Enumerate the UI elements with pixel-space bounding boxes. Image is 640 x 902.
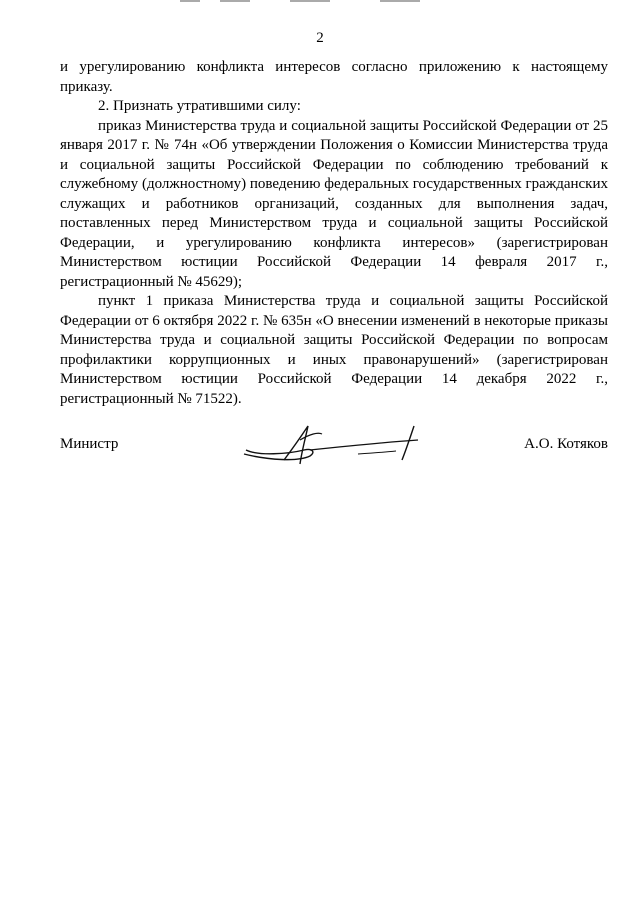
- document-body: [60, 58, 608, 409]
- scan-top-edge-marks: [180, 0, 460, 2]
- signer-title: Министр: [60, 436, 119, 452]
- paragraph-repealed-order-74n: приказ Министерства труда и социальной защиты Российской Федерации от 25 января 2017 г. № 74н «Об утверждении Положения о Комиссии Министерства труда и социальной защиты Российской Федерации по соблюдению требований к служебному (должностному) поведению федеральных государственных гражданских служащих и работников организаций, созданных для выполнения задач, поставленных перед Министерством труда и социальной защиты Российской Федерации, и урегулированию конфликта интересов» (зарегистрирован Министерством юстиции Российской Федерации 14 февраля 2017 г., регистрационный № 45629);: [60, 117, 608, 290]
- page-number: 2: [316, 30, 324, 46]
- signature-block: [60, 432, 608, 472]
- paragraph-item-2: 2. Признать утратившими силу:: [98, 98, 301, 114]
- paragraph-repealed-order-635n: пункт 1 приказа Министерства труда и социальной защиты Российской Федерации от 6 октября 2022 г. № 635н «О внесении изменений в некоторые приказы Министерства труда и социальной защиты Российской Федерации по вопросам профилактики коррупционных и иных правонарушений» (зарегистрирован Министерством юстиции Российской Федерации 14 декабря 2022 г., регистрационный № 71522).: [60, 293, 608, 407]
- handwritten-signature: [238, 420, 428, 476]
- signer-name: А.О. Котяков: [524, 436, 608, 452]
- paragraph-continuation: и урегулированию конфликта интересов согласно приложению к настоящему приказу.: [60, 59, 608, 95]
